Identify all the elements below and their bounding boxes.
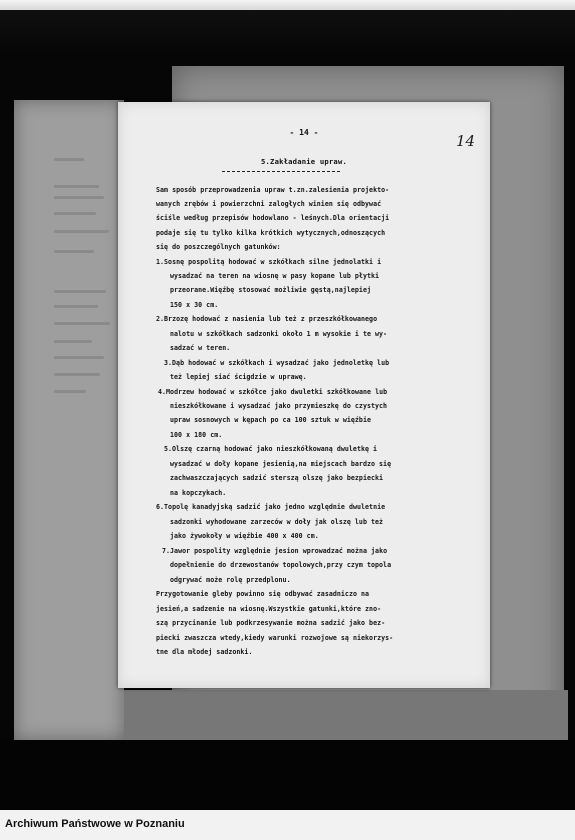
bleed-through-line [54,250,94,253]
text-line: odgrywać może rolę przedplonu. [170,576,291,584]
text-line: się do poszczególnych gatunków: [156,243,281,251]
bleed-through-line [54,290,106,293]
text-line: piecki zwaszcza wtedy,kiedy warunki rozwojowe są niekorzys- [156,634,394,642]
bleed-through-line [54,196,104,199]
text-line: sadzonki wyhodowane zarzeców w doły jak olszę lub też [170,518,384,526]
bleed-through-line [54,185,99,188]
text-line: szą przycinanie lub podkrzesywanie można sadzić jako bez- [156,619,386,627]
scan-bottom-shadow [0,740,575,810]
archive-name: Archiwum Państwowe w Poznaniu [5,818,185,830]
bleed-through-line [54,322,110,325]
scan-top-shadow [0,10,575,58]
text-line: podaje się tu tylko kilka krótkich wytycznych,odnoszących [156,229,386,237]
bleed-through-line [54,373,100,376]
text-line: upraw sosnowych w kępach po ca 100 sztuk w więźbie [170,416,371,424]
archive-caption-bar [0,810,575,840]
handwritten-page-number: 14 [456,132,476,150]
text-line: 100 x 180 cm. [170,431,223,439]
bleed-through-line [54,340,92,343]
text-line: 5.Olszę czarną hodować jako nieszkółkowaną dwuletkę i [164,445,378,453]
text-line: wanych zrębów i powierzchni zalogłych winien się odbywać [156,200,382,208]
page-number: - 14 - [289,128,319,137]
bleed-through-line [54,305,98,308]
bleed-through-line [54,212,96,215]
underlying-page-lower-edge [120,690,568,740]
document-page [118,102,490,688]
text-line: jesień,a sadzenie na wiosnę.Wszystkie gatunki,które zno- [156,605,382,613]
text-line: sadzać w teren. [170,344,231,352]
text-line: Przygotowanie gleby powinno się odbywać zasadniczo na [156,590,370,598]
text-line: dopełnienie do drzewostanów topolowych,przy czym topola [170,561,392,569]
text-line: nalotu w szkółkach sadzonki około 1 m wysokie i te wy- [170,330,388,338]
text-line: 4.Modrzew hodować w szkółce jako dwuletki szkółkowane lub [158,388,388,396]
text-line: 150 x 30 cm. [170,301,219,309]
text-line: 7.Jawor pospolity względnie jesion wprowadzać można jako [162,547,388,555]
text-line: tne dla młodej sadzonki. [156,648,253,656]
text-line: nieszkółkowane i wysadzać jako przymieszkę do czystych [170,402,388,410]
text-line: Sam sposób przeprowadzenia upraw t.zn.zalesienia projekto- [156,186,390,194]
section-heading: 5.Zakładanie upraw. [260,157,348,166]
text-line: ściśle według przepisów hodowlano - leśnych.Dla orientacji [156,214,390,222]
text-line: 6.Topolę kanadyjską sadzić jako jedno względnie dwuletnie [156,503,386,511]
text-line: jako żywokoły w więźbie 400 x 400 cm. [170,532,319,540]
scan-top-edge [0,0,575,10]
bleed-through-line [54,390,86,393]
text-line: wysadzać na teren na wiosnę w pasy kopane lub płytki [170,272,380,280]
bleed-through-line [54,230,109,233]
text-line: 2.Brzozę hodować z nasienia lub też z przeszkółkowanego [156,315,378,323]
text-line: też lepiej siać ścigdzie w uprawę. [170,373,307,381]
text-line: 1.Sosnę pospolitą hodować w szkółkach silne jednolatki i [156,258,382,266]
text-line: na kopczykach. [170,489,227,497]
bleed-through-line [54,356,104,359]
text-line: przeorane.Więźbę stosować możliwie gęstą,najlepiej [170,286,371,294]
body-text [118,102,490,688]
text-line: 3.Dąb hodować w szkółkach i wysadzać jako jednoletkę lub [164,359,390,367]
bleed-through-line [54,158,84,161]
left-page-fragment [14,100,124,740]
text-line: zachwaszczających sadzić sterszą olszę jako bezpiecki [170,474,384,482]
text-line: wysadzać w doły kopane jesienią,na miejscach bardzo się [170,460,392,468]
